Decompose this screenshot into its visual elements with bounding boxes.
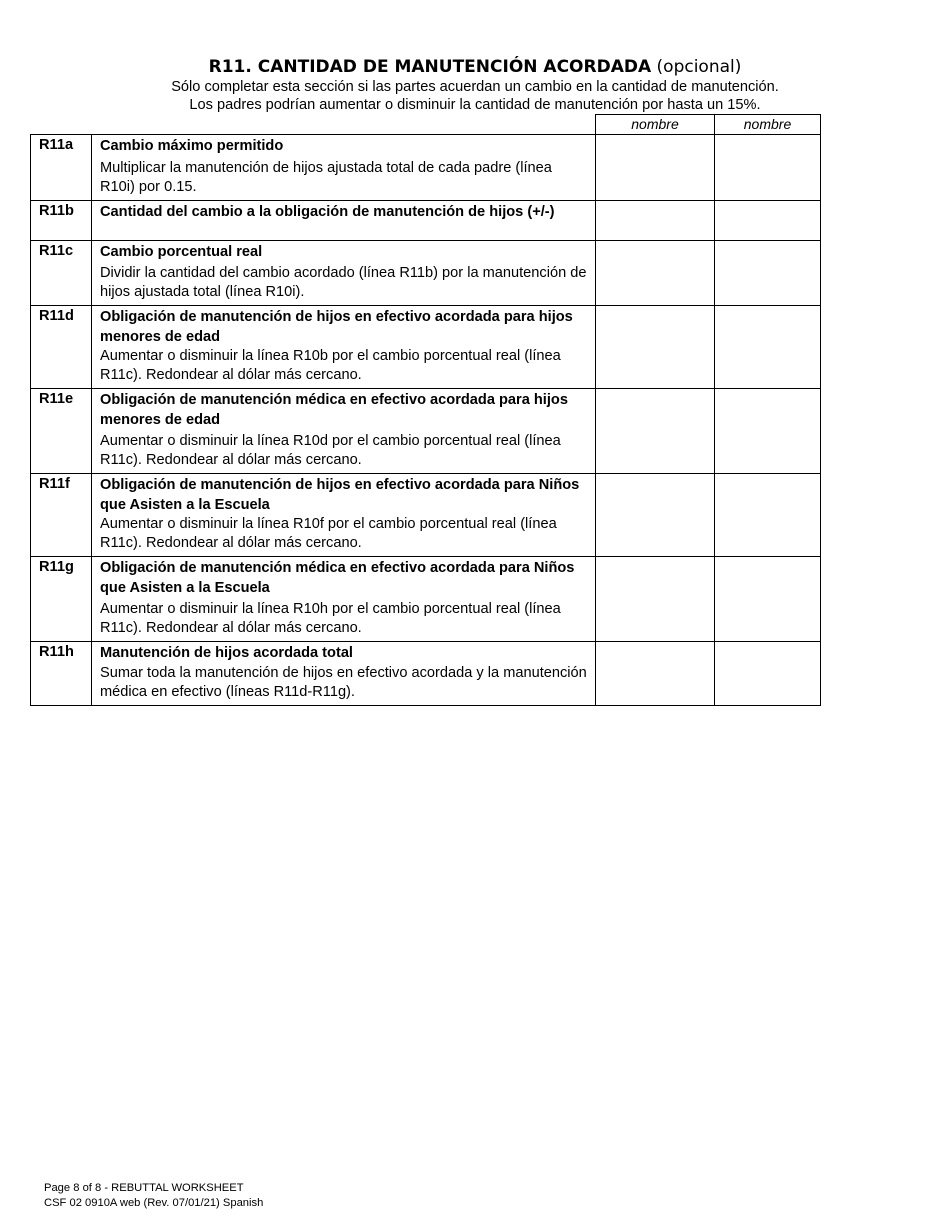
row-description: Aumentar o disminuir la línea R10d por el cambio porcentual real (línea R11c). Redondear al dólar más cercano.: [100, 433, 561, 468]
entry-field-party-2[interactable]: [715, 240, 821, 306]
row-code: R11c: [31, 240, 92, 306]
section-title: [0, 56, 950, 78]
entry-field-party-1[interactable]: [596, 240, 715, 306]
row-r11e: [31, 389, 821, 474]
row-title: Cambio porcentual real: [100, 243, 263, 260]
row-code: R11d: [31, 306, 92, 389]
entry-field-party-2[interactable]: [715, 200, 821, 240]
entry-field-party-1[interactable]: [596, 557, 715, 642]
row-code: R11a: [31, 135, 92, 201]
row-label: [92, 135, 596, 201]
row-label: [92, 306, 596, 389]
row-title: Obligación de manutención de hijos en efectivo acordada para Niños que Asisten a la Escuela: [100, 477, 580, 513]
row-code: R11g: [31, 557, 92, 642]
row-label: [92, 240, 596, 306]
row-description: Dividir la cantidad del cambio acordado (línea R11b) por la manutención de hijos ajustada total (línea R10i).: [100, 265, 587, 300]
row-r11c: [31, 240, 821, 306]
footer-page-info: Page 8 of 8 - REBUTTAL WORKSHEET: [44, 1182, 244, 1194]
entry-field-party-1[interactable]: [596, 135, 715, 201]
entry-field-party-2[interactable]: [715, 306, 821, 389]
entry-field-party-2[interactable]: [715, 557, 821, 642]
section-title-optional: (opcional): [656, 57, 742, 77]
entry-field-party-2[interactable]: [715, 389, 821, 474]
row-label: [92, 389, 596, 474]
entry-field-party-2[interactable]: [715, 474, 821, 557]
row-label: [92, 642, 596, 706]
column-header-party-2: nombre: [715, 115, 821, 135]
section-title-bold: R11. CANTIDAD DE MANUTENCIÓN ACORDADA: [208, 57, 652, 77]
column-header-party-1: nombre: [596, 115, 715, 135]
row-code: R11e: [31, 389, 92, 474]
row-title: Obligación de manutención médica en efectivo acordada para Niños que Asisten a la Escuela: [100, 560, 575, 596]
column-header-row: [31, 115, 821, 135]
row-description: Aumentar o disminuir la línea R10b por el cambio porcentual real (línea R11c). Redondear al dólar más cercano.: [100, 348, 561, 383]
entry-field-party-2[interactable]: [715, 135, 821, 201]
entry-field-party-1[interactable]: [596, 389, 715, 474]
footer-form-id: CSF 02 0910A web (Rev. 07/01/21) Spanish: [44, 1196, 264, 1209]
row-title: Obligación de manutención de hijos en efectivo acordada para hijos menores de edad: [100, 309, 573, 345]
entry-field-party-1[interactable]: [596, 642, 715, 706]
row-r11g: [31, 557, 821, 642]
section-header: [0, 56, 950, 114]
row-description: Aumentar o disminuir la línea R10f por el cambio porcentual real (línea R11c). Redondear al dólar más cercano.: [100, 516, 557, 551]
worksheet-table: [30, 114, 821, 706]
row-r11f: [31, 474, 821, 557]
page-footer: [44, 1181, 263, 1210]
row-description: Sumar toda la manutención de hijos en efectivo acordada y la manutención médica en efectivo (líneas R11d-R11g).: [100, 664, 587, 700]
row-r11h: [31, 642, 821, 706]
row-title: Manutención de hijos acordada total: [100, 645, 353, 661]
row-code: R11b: [31, 200, 92, 240]
row-label: [92, 557, 596, 642]
entry-field-party-1[interactable]: [596, 306, 715, 389]
row-label: [92, 200, 596, 240]
instruction-line-2: Los padres podrían aumentar o disminuir la cantidad de manutención por hasta un 15%.: [189, 97, 761, 113]
row-title: Cambio máximo permitido: [100, 138, 284, 154]
row-r11b: [31, 200, 821, 240]
row-description: Aumentar o disminuir la línea R10h por el cambio porcentual real (línea R11c). Redondear al dólar más cercano.: [100, 601, 561, 636]
row-title: Cantidad del cambio a la obligación de manutención de hijos (+/-): [100, 203, 555, 220]
row-label: [92, 474, 596, 557]
entry-field-party-1[interactable]: [596, 474, 715, 557]
row-title: Obligación de manutención médica en efectivo acordada para hijos menores de edad: [100, 392, 568, 428]
entry-field-party-1[interactable]: [596, 200, 715, 240]
row-description: Multiplicar la manutención de hijos ajustada total de cada padre (línea R10i) por 0.15.: [100, 159, 552, 195]
instruction-line-1: Sólo completar esta sección si las partes acuerdan un cambio en la cantidad de manutención.: [171, 79, 779, 95]
row-code: R11h: [31, 642, 92, 706]
row-r11a: [31, 135, 821, 201]
row-r11d: [31, 306, 821, 389]
row-code: R11f: [31, 474, 92, 557]
entry-field-party-2[interactable]: [715, 642, 821, 706]
